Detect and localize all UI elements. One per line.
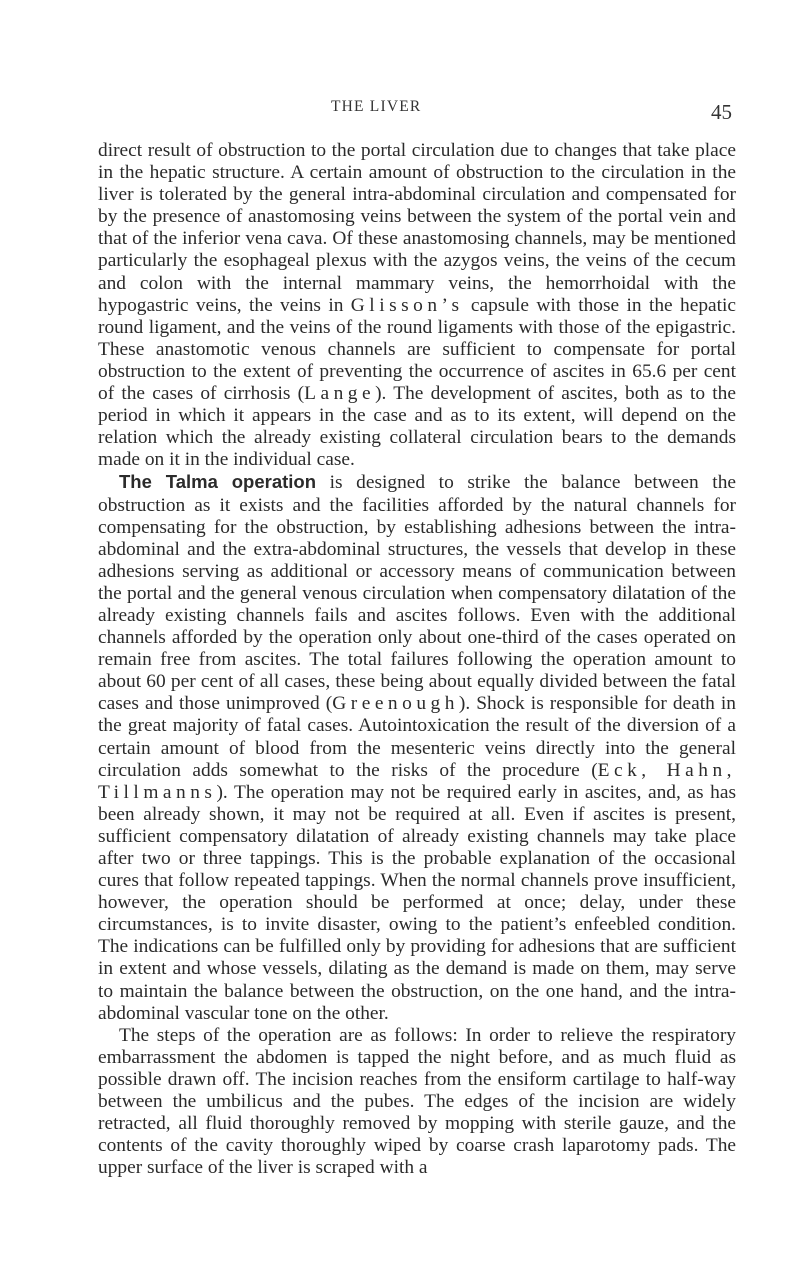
section-lead-talma-operation: The Talma operation: [119, 471, 317, 493]
body-text: [98, 140, 736, 1179]
running-title: THE LIVER: [331, 98, 422, 115]
paragraph-2-text-b: ). Shock is responsible for death in the great majority of fatal cases. Autointoxication the result of the diversion of a certain amount of blood from the mesenteric veins directly into the general circulation adds somewhat to the risks of the procedure (: [98, 693, 736, 781]
paragraph-2: [98, 471, 736, 1024]
author-name-lange: Lange: [304, 383, 376, 405]
paragraph-1-text-b: capsule with those in the hepatic round ligament, and the veins of the round ligaments with those of the epigastric. These anastomotic venous channels are sufficient to compensate for portal obstruction to the extent of preventing the occurrence of ascites in 65.6 per cent of the cases of cirrhosis (: [98, 294, 737, 405]
paragraph-1-text-a: direct result of obstruction to the portal circulation due to changes that take place in the hepatic structure. A certain amount of obstruction to the circulation in the liver is tolerated by the general intra-abdominal circulation and compensated for by the presence of anastomosing veins between the system of the portal vein and that of the inferior vena cava. Of these anastomosing channels, may be mentioned particularly the esophageal plexus with the azygos veins, the veins of the cecum and colon with the internal mammary veins, the hemorrhoidal with the hypogastric veins, the veins in: [98, 140, 736, 316]
author-name-glisson: Glisson’s: [350, 294, 464, 316]
paragraph-2-text-a: is designed to strike the balance between the obstruction as it exists and the facilities afforded by the natural channels for compensating for the obstruction, by establishing adhesions between the intra-abdominal and the extra-abdominal structures, the vessels that develop in these adhesions serving as additional or accessory means of communication between the portal and the general venous circulation when compensatory dilatation of the already existing channels fails and ascites follows. Even with the additional channels afforded by the operation only about one-third of the cases operated on remain free from ascites. The total failures following the operation amount to about 60 per cent of all cases, these being about equally divided between the fatal cases and those unimproved (: [98, 472, 736, 715]
paragraph-3-text: The steps of the operation are as follows: In order to relieve the respiratory embarrassment the abdomen is tapped the night before, and as much fluid as possible drawn off. The incision reaches from the ensiform cartilage to half-way between the umbilicus and the pubes. The edges of the incision are widely retracted, all fluid thoroughly removed by mopping with sterile gauze, and the contents of the cavity thoroughly wiped by coarse crash laparotomy pads. The upper surface of the liver is scraped with a: [98, 1024, 736, 1179]
paragraph-1-text-c: ). The development of ascites, both as to the period in which it appears in the case and as to its extent, will depend on the relation which the already existing collateral circulation bears to the demands made on it in the individual case.: [98, 383, 736, 471]
author-name-greenough: Greenough: [332, 693, 459, 715]
paragraph-3: [98, 1025, 736, 1180]
paragraph-2-text-c: ). The operation may not be required early in ascites, and, as has been already shown, it may not be required at all. Even if ascites is present, sufficient compensatory dilatation of already existing channels may take place after two or three tappings. This is the probable explanation of the occasional cures that follow repeated tappings. When the normal channels prove insufficient, however, the operation should be performed at once; delay, under these circumstances, is to invite disaster, owing to the patient’s enfeebled condition. The indications can be fulfilled only by providing for adhesions that are sufficient in extent and whose vessels, dilating as the demand is made on them, may serve to maintain the balance between the obstruction, on the one hand, and the intra-abdominal vascular tone on the other.: [98, 781, 736, 1024]
paragraph-1: [98, 140, 736, 471]
running-header: [0, 98, 800, 126]
author-names-eck-hahn-tillmanns: Eck, Hahn, Tillmanns: [98, 759, 736, 803]
page-number: 45: [711, 100, 732, 124]
